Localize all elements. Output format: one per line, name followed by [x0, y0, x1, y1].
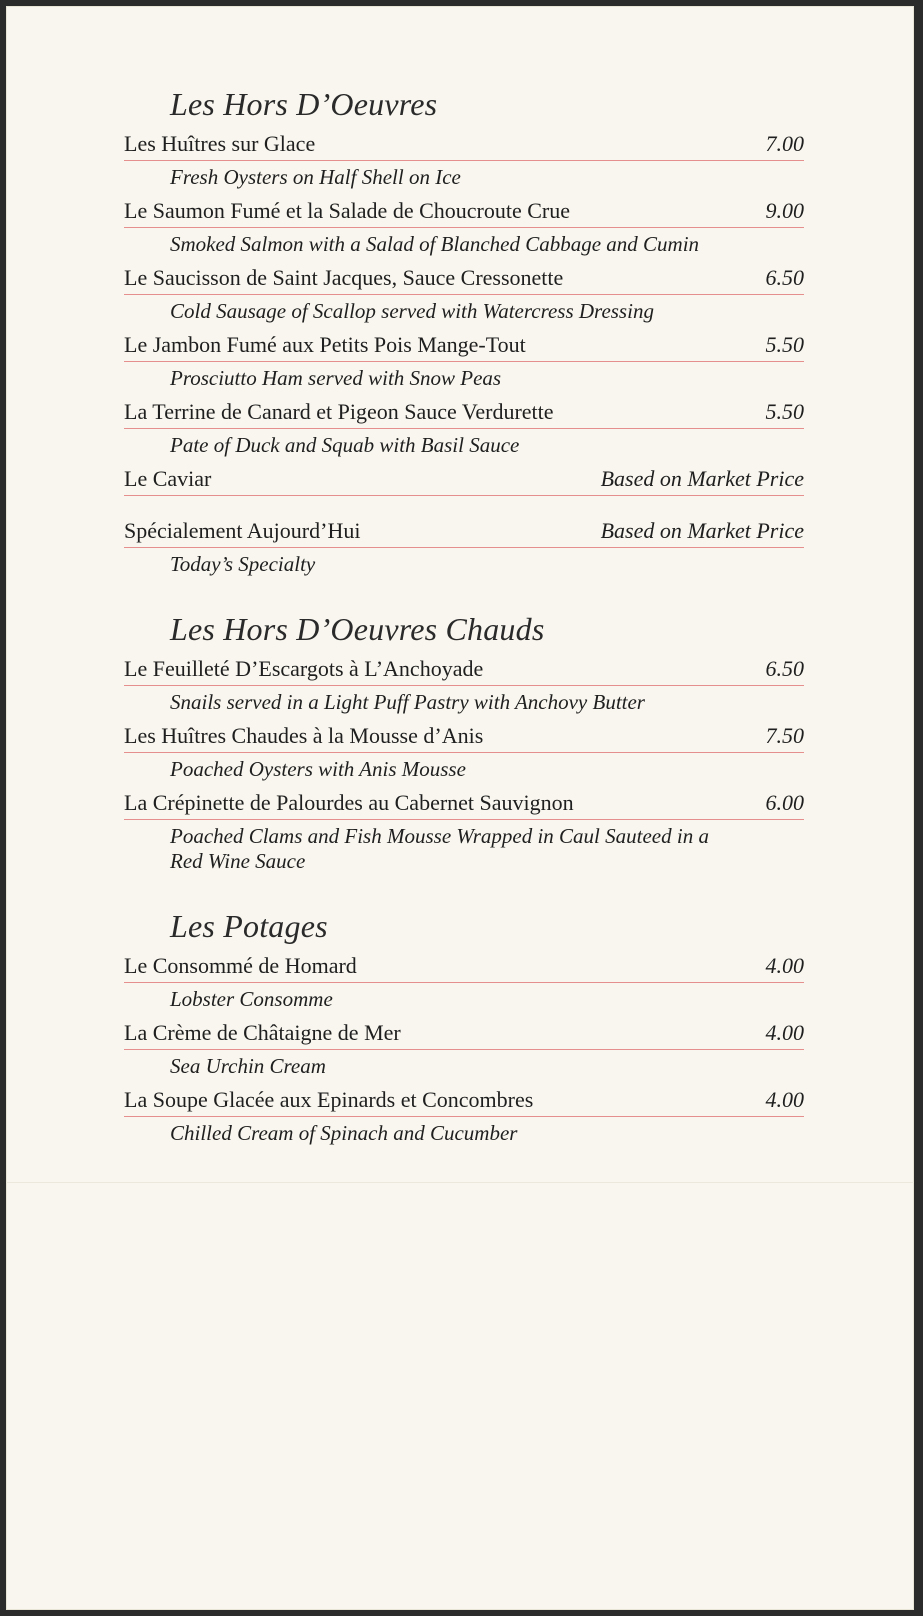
item-price: 7.50 [765, 723, 804, 748]
item-name: Spécialement Aujourd’Hui [124, 518, 361, 543]
item-price: 6.00 [765, 790, 804, 815]
item-name: Le Saucisson de Saint Jacques, Sauce Cressonette [124, 265, 564, 290]
menu-item [124, 332, 804, 391]
item-price: 6.50 [765, 656, 804, 681]
section-hors-doeuvres-chauds [124, 611, 804, 874]
item-price: 4.00 [765, 1087, 804, 1112]
item-description: Cold Sausage of Scallop served with Watercress Dressing [170, 299, 654, 323]
item-name: La Terrine de Canard et Pigeon Sauce Verdurette [124, 399, 554, 424]
item-price: 5.50 [765, 399, 804, 424]
menu-item-row [124, 466, 804, 496]
item-name: Le Consommé de Homard [124, 953, 357, 978]
section-title: Les Potages [170, 908, 328, 944]
item-name: La Crème de Châtaigne de Mer [124, 1020, 401, 1045]
section-hors-doeuvres [124, 86, 804, 577]
section-potages [124, 908, 804, 1146]
menu-item-row [124, 131, 804, 161]
item-description: Sea Urchin Cream [170, 1054, 326, 1078]
item-name: Le Saumon Fumé et la Salade de Choucroute Crue [124, 198, 570, 223]
section-title: Les Hors D’Oeuvres [170, 86, 438, 122]
item-description: Poached Clams and Fish Mousse Wrapped in Caul Sauteed in a Red Wine Sauce [170, 824, 709, 873]
item-description: Lobster Consomme [170, 987, 333, 1011]
menu-item [124, 1020, 804, 1079]
menu-item-row [124, 723, 804, 753]
menu-item-row [124, 518, 804, 548]
item-price: 9.00 [765, 198, 804, 223]
menu-item [124, 399, 804, 458]
paper-fold-line [6, 1182, 914, 1183]
menu-item-row [124, 1020, 804, 1050]
item-price: Based on Market Price [600, 518, 804, 543]
menu-item-row [124, 332, 804, 362]
item-name: La Soupe Glacée aux Epinards et Concombres [124, 1087, 534, 1112]
item-price: 4.00 [765, 1020, 804, 1045]
item-price: 4.00 [765, 953, 804, 978]
menu-item [124, 466, 804, 496]
menu-content [124, 86, 804, 1154]
menu-item-row [124, 399, 804, 429]
item-description: Smoked Salmon with a Salad of Blanched Cabbage and Cumin [170, 232, 700, 256]
item-price: Based on Market Price [600, 466, 804, 491]
menu-item-row [124, 198, 804, 228]
menu-item [124, 265, 804, 324]
menu-item-row [124, 265, 804, 295]
item-description: Pate of Duck and Squab with Basil Sauce [170, 433, 520, 457]
item-name: Les Huîtres Chaudes à la Mousse d’Anis [124, 723, 484, 748]
item-description: Today’s Specialty [170, 552, 316, 576]
item-price: 6.50 [765, 265, 804, 290]
menu-page [6, 6, 914, 1610]
item-name: Le Caviar [124, 466, 212, 491]
item-description: Poached Oysters with Anis Mousse [170, 757, 466, 781]
item-name: Les Huîtres sur Glace [124, 131, 316, 156]
item-description: Prosciutto Ham served with Snow Peas [170, 366, 502, 390]
item-name: Le Feuilleté D’Escargots à L’Anchoyade [124, 656, 484, 681]
menu-item [124, 1087, 804, 1146]
item-description: Fresh Oysters on Half Shell on Ice [170, 165, 461, 189]
section-title: Les Hors D’Oeuvres Chauds [170, 611, 545, 647]
menu-item [124, 198, 804, 257]
menu-item-row [124, 790, 804, 820]
menu-item [124, 790, 804, 874]
item-description: Snails served in a Light Puff Pastry with Anchovy Butter [170, 690, 645, 714]
menu-item [124, 131, 804, 190]
item-price: 5.50 [765, 332, 804, 357]
item-name: Le Jambon Fumé aux Petits Pois Mange-Tout [124, 332, 526, 357]
menu-item [124, 656, 804, 715]
menu-item [124, 518, 804, 577]
menu-item [124, 723, 804, 782]
item-price: 7.00 [765, 131, 804, 156]
menu-item-row [124, 1087, 804, 1117]
menu-item-row [124, 656, 804, 686]
item-description: Chilled Cream of Spinach and Cucumber [170, 1121, 518, 1145]
item-name: La Crépinette de Palourdes au Cabernet Sauvignon [124, 790, 574, 815]
menu-item-row [124, 953, 804, 983]
menu-item [124, 953, 804, 1012]
